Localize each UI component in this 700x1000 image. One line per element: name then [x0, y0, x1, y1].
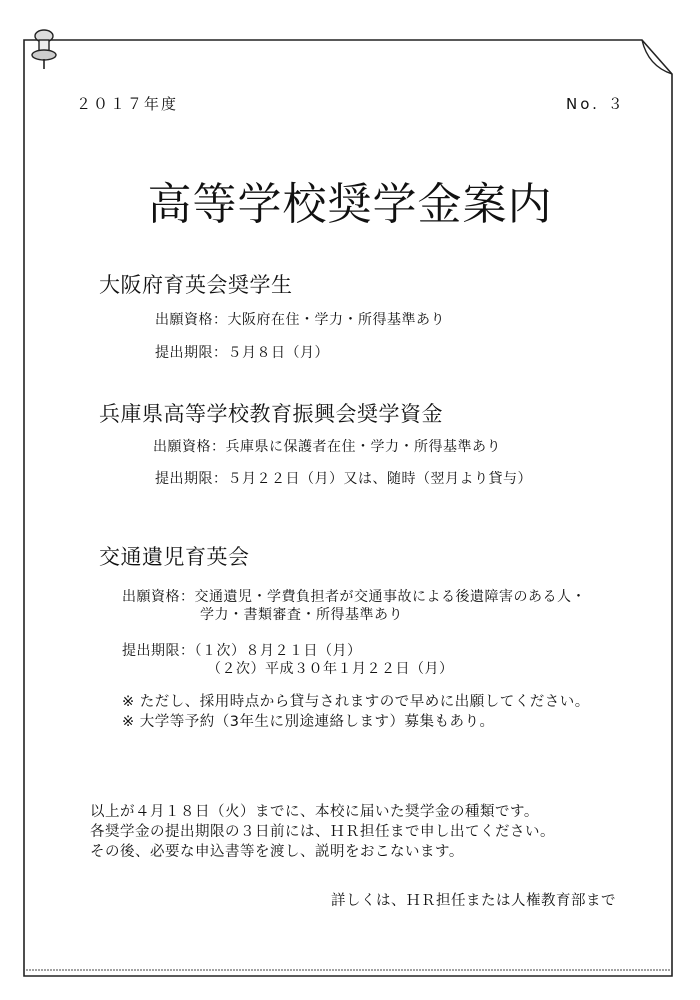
note-university-reservation: ※ 大学等予約（3年生に別途連絡します）募集もあり。	[122, 714, 495, 730]
footer-line-1: 以上が４月１８日（火）までに、本校に届いた奨学金の種類です。	[90, 804, 539, 820]
footer-line-2: 各奨学金の提出期限の３日前には、ＨＲ担任まで申し出てください。	[90, 824, 555, 840]
section-traffic-requirement-line1: 出願資格：交通遺児・学費負担者が交通事故による後遺障害のある人・	[122, 589, 586, 605]
pushpin-icon	[28, 28, 60, 70]
section-traffic-deadline-line2: （２次）平成３０年１月２２日（月）	[207, 661, 454, 677]
section-hyogo-requirement: 出願資格：兵庫県に保護者在住・学力・所得基準あり	[153, 439, 501, 455]
footer-line-3: その後、必要な申込書等を渡し、説明をおこないます。	[90, 844, 464, 860]
fiscal-year: ２０１７年度	[76, 95, 179, 113]
section-traffic-requirement-line2: 学力・書類審査・所得基準あり	[200, 607, 403, 623]
section-heading-osaka: 大阪府育英会奨学生	[99, 273, 293, 297]
section-heading-hyogo: 兵庫県高等学校教育振興会奨学資金	[99, 402, 443, 426]
document-number: No. ３	[566, 95, 626, 113]
section-osaka-deadline: 提出期限：５月８日（月）	[155, 345, 329, 361]
contact-info: 詳しくは、ＨＲ担任または人権教育部まで	[331, 893, 616, 909]
section-osaka-requirement: 出願資格：大阪府在住・学力・所得基準あり	[155, 312, 445, 328]
section-traffic-deadline-line1: 提出期限：（１次）８月２１日（月）	[122, 643, 362, 659]
note-apply-early: ※ ただし、採用時点から貸与されますので早めに出願してください。	[122, 694, 590, 710]
page-title: 高等学校奨学金案内	[147, 179, 553, 230]
section-hyogo-deadline: 提出期限：５月２２日（月）又は、随時（翌月より貸与）	[155, 471, 532, 487]
section-heading-traffic: 交通遺児育英会	[99, 545, 250, 569]
